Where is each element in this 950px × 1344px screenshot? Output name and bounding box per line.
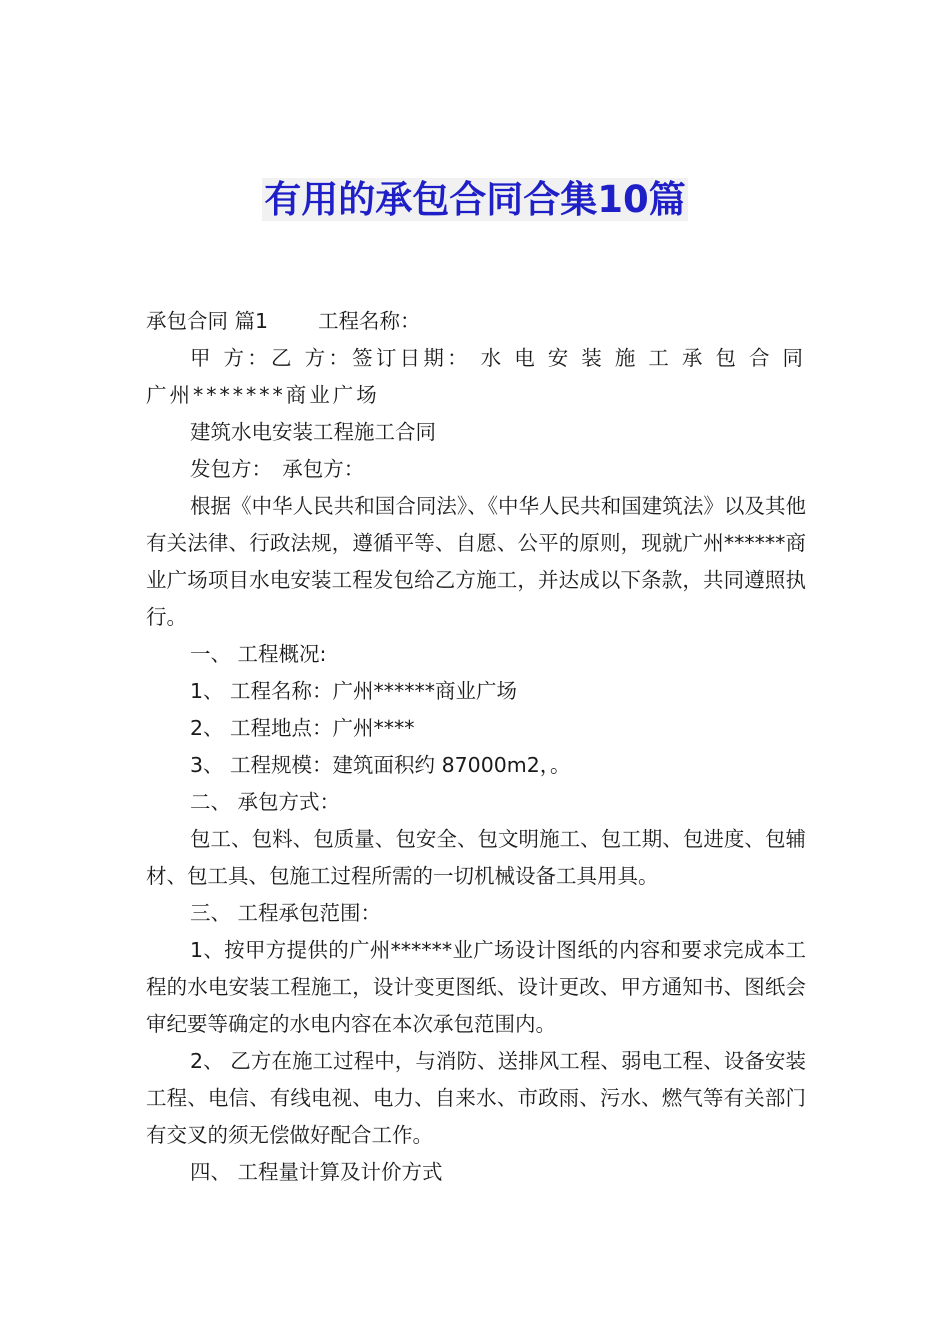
- paragraph-contract-name: 建筑水电安装工程施工合同: [190, 420, 436, 444]
- paragraph-scope-2: 2、 乙方在施工过程中，与消防、送排风工程、弱电工程、设备安装工程、电信、有线电视、电力、自来水、市政雨、污水、燃气等有关部门有交叉的须无偿做好配合工作。: [146, 1049, 806, 1147]
- section-heading-left: 承包合同 篇1: [146, 309, 269, 333]
- section-quantity-pricing: 四、 工程量计算及计价方式: [190, 1160, 443, 1184]
- document-title: [0, 172, 950, 228]
- section-heading-right: 工程名称：: [318, 309, 421, 333]
- section-contract-scope: 三、 工程承包范围：: [190, 901, 382, 925]
- list-item-project-scale: 3、 工程规模：建筑面积约 87000m2，。: [190, 753, 571, 777]
- section-heading: [146, 303, 806, 340]
- section-overview: 一、 工程概况:: [190, 642, 327, 666]
- document-body: [146, 303, 806, 1191]
- paragraph-scope-1: 1、按甲方提供的广州******业广场设计图纸的内容和要求完成本工程的水电安装工程施工，设计变更图纸、设计更改、甲方通知书、图纸会审纪要等确定的水电内容在本次承包范围内。: [146, 938, 806, 1036]
- list-item-project-location: 2、 工程地点：广州****: [190, 716, 415, 740]
- section-contract-method: 二、 承包方式：: [190, 790, 341, 814]
- paragraph-legal-basis: 根据《中华人民共和国合同法》、《中华人民共和国建筑法》以及其他有关法律、行政法规，遵循平等、自愿、公平的原则，现就广州******商业广场项目水电安装工程发包给乙方施工，并达成以下条款，共同遵照执行。: [146, 494, 806, 629]
- paragraph-contractors: 发包方： 承包方：: [190, 457, 365, 481]
- document-title-text: 有用的承包合同合集10篇: [264, 178, 686, 221]
- paragraph-contract-method: 包工、包料、包质量、包安全、包文明施工、包工期、包进度、包辅材、包工具、包施工过程所需的一切机械设备工具用具。: [146, 827, 806, 888]
- paragraph-parties: 甲 方：乙 方：签订日期： 水 电 安 装 施 工 承 包 合 同 广州*******商业广场: [146, 346, 806, 407]
- list-item-project-name: 1、 工程名称：广州******商业广场: [190, 679, 518, 703]
